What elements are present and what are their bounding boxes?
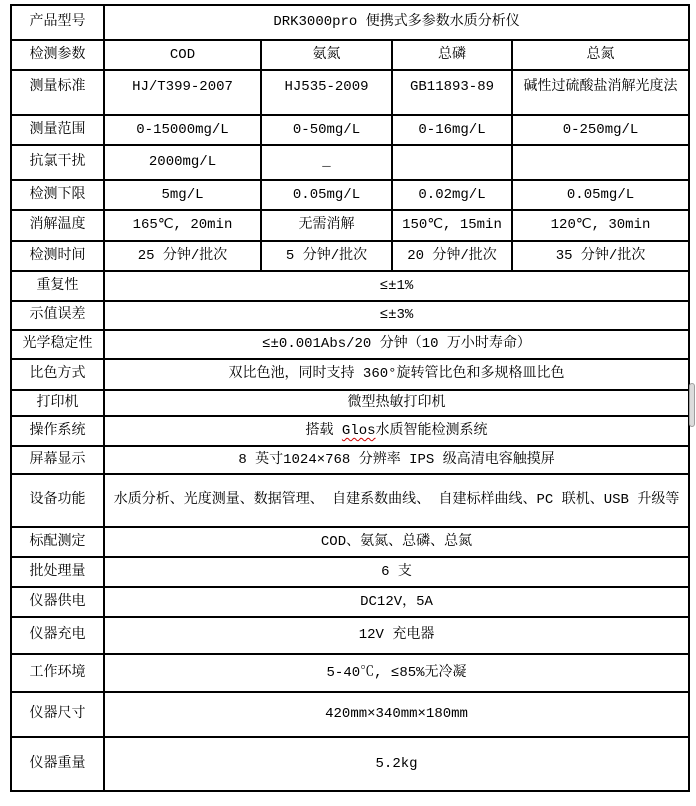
table-row-digestion-temp bbox=[11, 210, 689, 241]
row-label: 工作环境 bbox=[11, 654, 104, 692]
table-row-range bbox=[11, 115, 689, 145]
row-label: 检测时间 bbox=[11, 241, 104, 271]
cell-value: 氨氮 bbox=[261, 40, 392, 70]
cell-value: 0-250mg/L bbox=[512, 115, 689, 145]
table-row-operating-system bbox=[11, 416, 689, 446]
table-row-chlorine-resistance bbox=[11, 145, 689, 180]
table-row-power-supply bbox=[11, 587, 689, 617]
cell-value: 0-50mg/L bbox=[261, 115, 392, 145]
cell-value: 5mg/L bbox=[104, 180, 261, 210]
table-row-indication-error bbox=[11, 301, 689, 330]
scrollbar-thumb[interactable] bbox=[689, 383, 695, 427]
cell-value: 双比色池，同时支持 360°旋转管比色和多规格皿比色 bbox=[104, 359, 689, 390]
row-label: 测量范围 bbox=[11, 115, 104, 145]
row-label: 仪器供电 bbox=[11, 587, 104, 617]
cell-value: HJ535-2009 bbox=[261, 70, 392, 115]
cell-value bbox=[512, 145, 689, 180]
cell-value: _ bbox=[261, 145, 392, 180]
cell-value: 0.05mg/L bbox=[261, 180, 392, 210]
table-row-charging bbox=[11, 617, 689, 654]
row-label: 抗氯干扰 bbox=[11, 145, 104, 180]
scrollbar-track[interactable] bbox=[688, 0, 696, 806]
product-model-value: DRK3000pro 便携式多参数水质分析仪 bbox=[104, 5, 689, 40]
cell-value: 150℃, 15min bbox=[392, 210, 512, 241]
table-row-dimensions bbox=[11, 692, 689, 737]
table-row-printer bbox=[11, 390, 689, 416]
row-label: 屏幕显示 bbox=[11, 446, 104, 474]
cell-value: 无需消解 bbox=[261, 210, 392, 241]
cell-value: ≤±3% bbox=[104, 301, 689, 330]
table-row-standard-measurements bbox=[11, 527, 689, 557]
cell-value: 碱性过硫酸盐消解光度法 bbox=[512, 70, 689, 115]
cell-value: 6 支 bbox=[104, 557, 689, 587]
table-row-repeatability bbox=[11, 271, 689, 301]
cell-value: 120℃, 30min bbox=[512, 210, 689, 241]
table-row-working-environment bbox=[11, 654, 689, 692]
cell-value: 0-15000mg/L bbox=[104, 115, 261, 145]
table-row-standards bbox=[11, 70, 689, 115]
row-label: 仪器充电 bbox=[11, 617, 104, 654]
cell-value: ≤±0.001Abs/20 分钟（10 万小时寿命） bbox=[104, 330, 689, 359]
cell-value: 35 分钟/批次 bbox=[512, 241, 689, 271]
cell-value: 5 分钟/批次 bbox=[261, 241, 392, 271]
cell-value: 2000mg/L bbox=[104, 145, 261, 180]
spellcheck-flagged-word: Glos bbox=[341, 422, 376, 439]
cell-value: 水质分析、光度测量、数据管理、 自建系数曲线、 自建标样曲线、PC 联机、USB 升级等 bbox=[104, 474, 689, 527]
cell-value: 8 英寸1024×768 分辨率 IPS 级高清电容触摸屏 bbox=[104, 446, 689, 474]
table-row-product-model bbox=[11, 5, 689, 40]
cell-value: 12V 充电器 bbox=[104, 617, 689, 654]
table-row-weight bbox=[11, 737, 689, 791]
row-label: 仪器重量 bbox=[11, 737, 104, 791]
row-label: 操作系统 bbox=[11, 416, 104, 446]
row-label: 消解温度 bbox=[11, 210, 104, 241]
cell-value: 5.2kg bbox=[104, 737, 689, 791]
row-label: 检测下限 bbox=[11, 180, 104, 210]
row-label: 光学稳定性 bbox=[11, 330, 104, 359]
os-value-suffix: 水质智能检测系统 bbox=[375, 422, 488, 439]
row-label: 设备功能 bbox=[11, 474, 104, 527]
row-label: 打印机 bbox=[11, 390, 104, 416]
cell-value: 420mm×340mm×180mm bbox=[104, 692, 689, 737]
cell-value: ≤±1% bbox=[104, 271, 689, 301]
row-label: 批处理量 bbox=[11, 557, 104, 587]
row-label: 检测参数 bbox=[11, 40, 104, 70]
cell-value: 5-40℃, ≤85%无冷凝 bbox=[104, 654, 689, 692]
cell-value: 165℃, 20min bbox=[104, 210, 261, 241]
cell-value: HJ/T399-2007 bbox=[104, 70, 261, 115]
row-label: 标配测定 bbox=[11, 527, 104, 557]
cell-value: 0-16mg/L bbox=[392, 115, 512, 145]
table-row-colorimetric-mode bbox=[11, 359, 689, 390]
cell-value: 0.02mg/L bbox=[392, 180, 512, 210]
row-label: 产品型号 bbox=[11, 5, 104, 40]
cell-value: 25 分钟/批次 bbox=[104, 241, 261, 271]
table-row-batch-capacity bbox=[11, 557, 689, 587]
table-row-optical-stability bbox=[11, 330, 689, 359]
cell-value bbox=[392, 145, 512, 180]
cell-value: 0.05mg/L bbox=[512, 180, 689, 210]
table-row-parameters bbox=[11, 40, 689, 70]
cell-value: 总磷 bbox=[392, 40, 512, 70]
row-label: 示值误差 bbox=[11, 301, 104, 330]
cell-value: COD、氨氮、总磷、总氮 bbox=[104, 527, 689, 557]
cell-value: DC12V，5A bbox=[104, 587, 689, 617]
spec-table bbox=[10, 4, 690, 792]
os-value-prefix: 搭载 bbox=[305, 422, 342, 439]
cell-value: GB11893-89 bbox=[392, 70, 512, 115]
row-label: 仪器尺寸 bbox=[11, 692, 104, 737]
cell-value: 微型热敏打印机 bbox=[104, 390, 689, 416]
table-row-device-functions bbox=[11, 474, 689, 527]
table-row-screen-display bbox=[11, 446, 689, 474]
row-label: 重复性 bbox=[11, 271, 104, 301]
cell-value: 总氮 bbox=[512, 40, 689, 70]
cell-value: COD bbox=[104, 40, 261, 70]
table-row-detection-time bbox=[11, 241, 689, 271]
row-label: 比色方式 bbox=[11, 359, 104, 390]
table-row-detection-limit bbox=[11, 180, 689, 210]
cell-value: 20 分钟/批次 bbox=[392, 241, 512, 271]
cell-value bbox=[104, 416, 689, 446]
row-label: 测量标准 bbox=[11, 70, 104, 115]
